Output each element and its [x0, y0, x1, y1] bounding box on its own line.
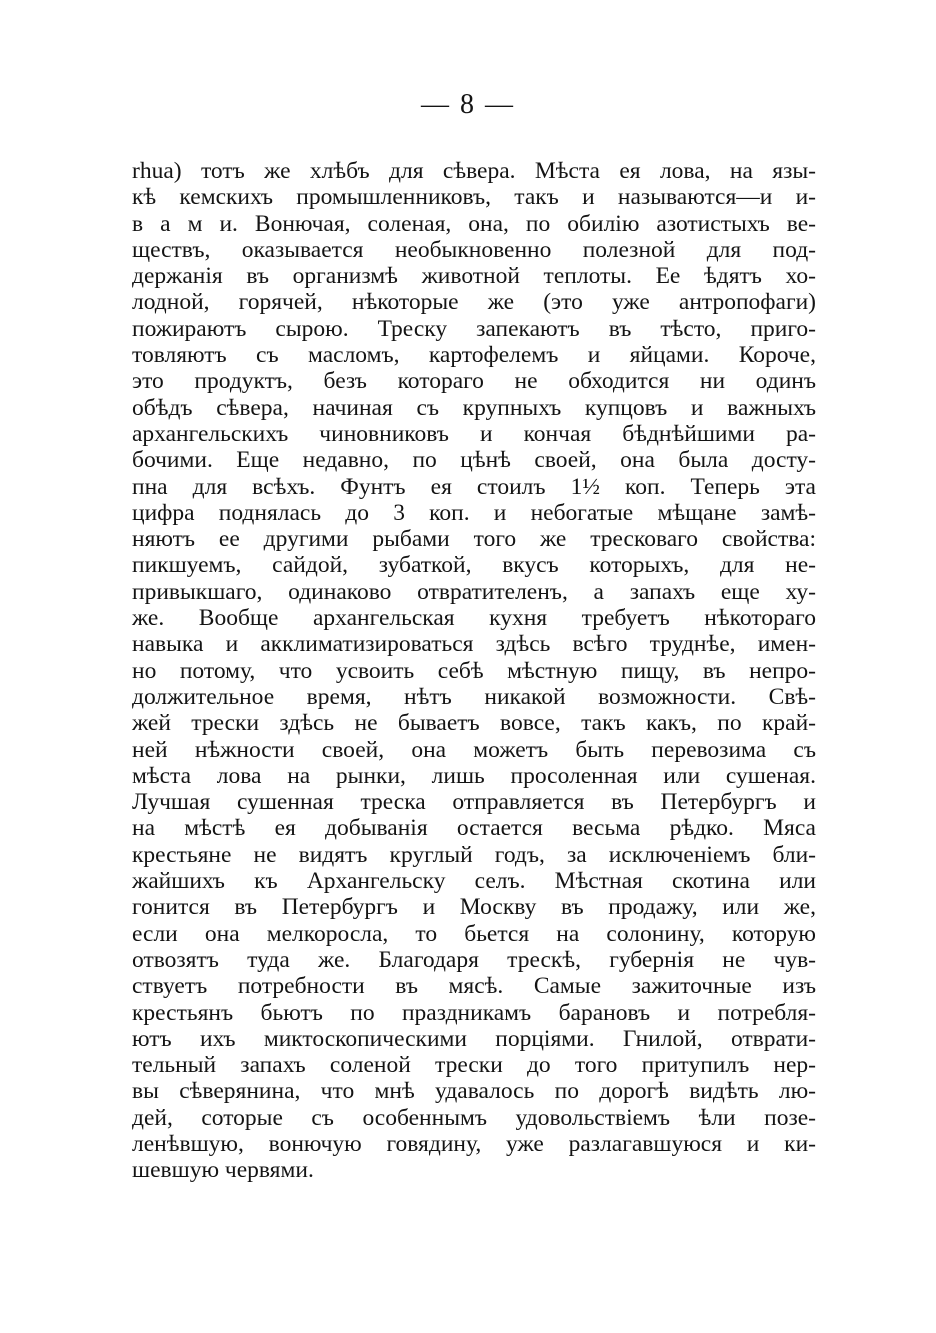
text-line: шевшую червями.: [132, 1157, 314, 1184]
text-line: держанія въ организмѣ животной теплоты. Ее ѣдятъ хо-: [132, 263, 816, 290]
text-line: в а м и. Вонючая, соленая, она, по обилію азотистыхъ ве-: [132, 210, 816, 237]
text-line: тельный запахъ соленой трески до того притупилъ нер-: [132, 1052, 816, 1079]
text-line: привыкшаго, одинаково отвратителенъ, а запахъ еще ху-: [132, 578, 816, 605]
text-line: ществъ, оказывается необыкновенно полезной для под-: [132, 236, 816, 263]
text-line: если она мелкоросла, то бьется на солонину, которую: [132, 920, 816, 947]
text-line: обѣдъ сѣвера, начиная съ крупныхъ купцовъ и важныхъ: [132, 394, 816, 421]
body-text: [132, 158, 816, 1184]
text-line: rhua) тотъ же хлѣбъ для сѣвера. Мѣста ея лова, на язы-: [132, 158, 816, 184]
text-line: кѣ кемскихъ промышленниковъ, такъ и называются—и и-: [132, 184, 816, 211]
text-line: крестьянъ бьютъ по праздникамъ барановъ и потребля-: [132, 999, 816, 1026]
text-line: крестьяне не видятъ круглый годъ, за исключеніемъ бли-: [132, 841, 816, 868]
text-line: лодной, горячей, нѣкоторые же (это уже антропофаги): [132, 289, 816, 316]
text-line: ствуетъ потребности въ мясѣ. Самые зажиточные изъ: [132, 973, 816, 1000]
text-line: отвозятъ туда же. Благодаря трескѣ, губернія не чув-: [132, 946, 816, 973]
text-line: навыка и акклиматизироваться здѣсь всѣго труднѣе, имен-: [132, 631, 816, 658]
text-line: бочими. Еще недавно, по цѣнѣ своей, она была досту-: [132, 447, 816, 474]
text-line: жайшихъ къ Архангельску селъ. Мѣстная скотина или: [132, 868, 816, 895]
text-line: пикшуемъ, сайдой, зубаткой, вкусъ которыхъ, для не-: [132, 552, 816, 579]
text-line: пожираютъ сырою. Треску запекаютъ въ тѣсто, приго-: [132, 315, 816, 342]
text-line: архангельскихъ чиновниковъ и кончая бѣднѣйшими ра-: [132, 420, 816, 447]
page-number: — 8 —: [421, 89, 515, 120]
text-line: пна для всѣхъ. Фунтъ ея стоилъ 1½ коп. Теперь эта: [132, 473, 816, 500]
text-line: же. Вообще архангельская кухня требуетъ нѣкотораго: [132, 605, 816, 632]
text-line: гонится въ Петербургъ и Москву въ продажу, или же,: [132, 894, 816, 921]
text-line: ней нѣжности своей, она можетъ быть перевозима съ: [132, 736, 816, 763]
text-line: должительное время, нѣтъ никакой возможности. Свѣ-: [132, 683, 816, 710]
text-line: ютъ ихъ миктоскопическими порціями. Гнилой, отврати-: [132, 1025, 816, 1052]
text-line: товляютъ съ масломъ, картофелемъ и яйцами. Короче,: [132, 342, 816, 369]
text-line: на мѣстѣ ея добыванія остается весьма рѣдко. Мяса: [132, 815, 816, 842]
text-line: но потому, что усвоить себѣ мѣстную пищу, въ непро-: [132, 657, 816, 684]
text-line: цифра поднялась до 3 коп. и небогатые мѣщане замѣ-: [132, 499, 816, 526]
text-line: жей трески здѣсь не бываетъ вовсе, такъ какъ, по край-: [132, 710, 816, 737]
text-line: вы сѣверянина, что мнѣ удавалось по дорогѣ видѣть лю-: [132, 1078, 816, 1105]
text-line: дей, соторые съ особеннымъ удовольствіемъ ѣли позе-: [132, 1104, 816, 1131]
text-line: Лучшая сушенная треска отправляется въ Петербургъ и: [132, 789, 816, 816]
text-line: няютъ ее другими рыбами того же тресковаго свойства:: [132, 526, 816, 553]
text-line: мѣста лова на рынки, лишь просоленная или сушеная.: [132, 762, 816, 789]
text-line: ленѣвшую, вонючую говядину, уже разлагавшуюся и ки-: [132, 1130, 816, 1157]
text-line: это продуктъ, безъ котораго не обходится ни одинъ: [132, 368, 816, 395]
